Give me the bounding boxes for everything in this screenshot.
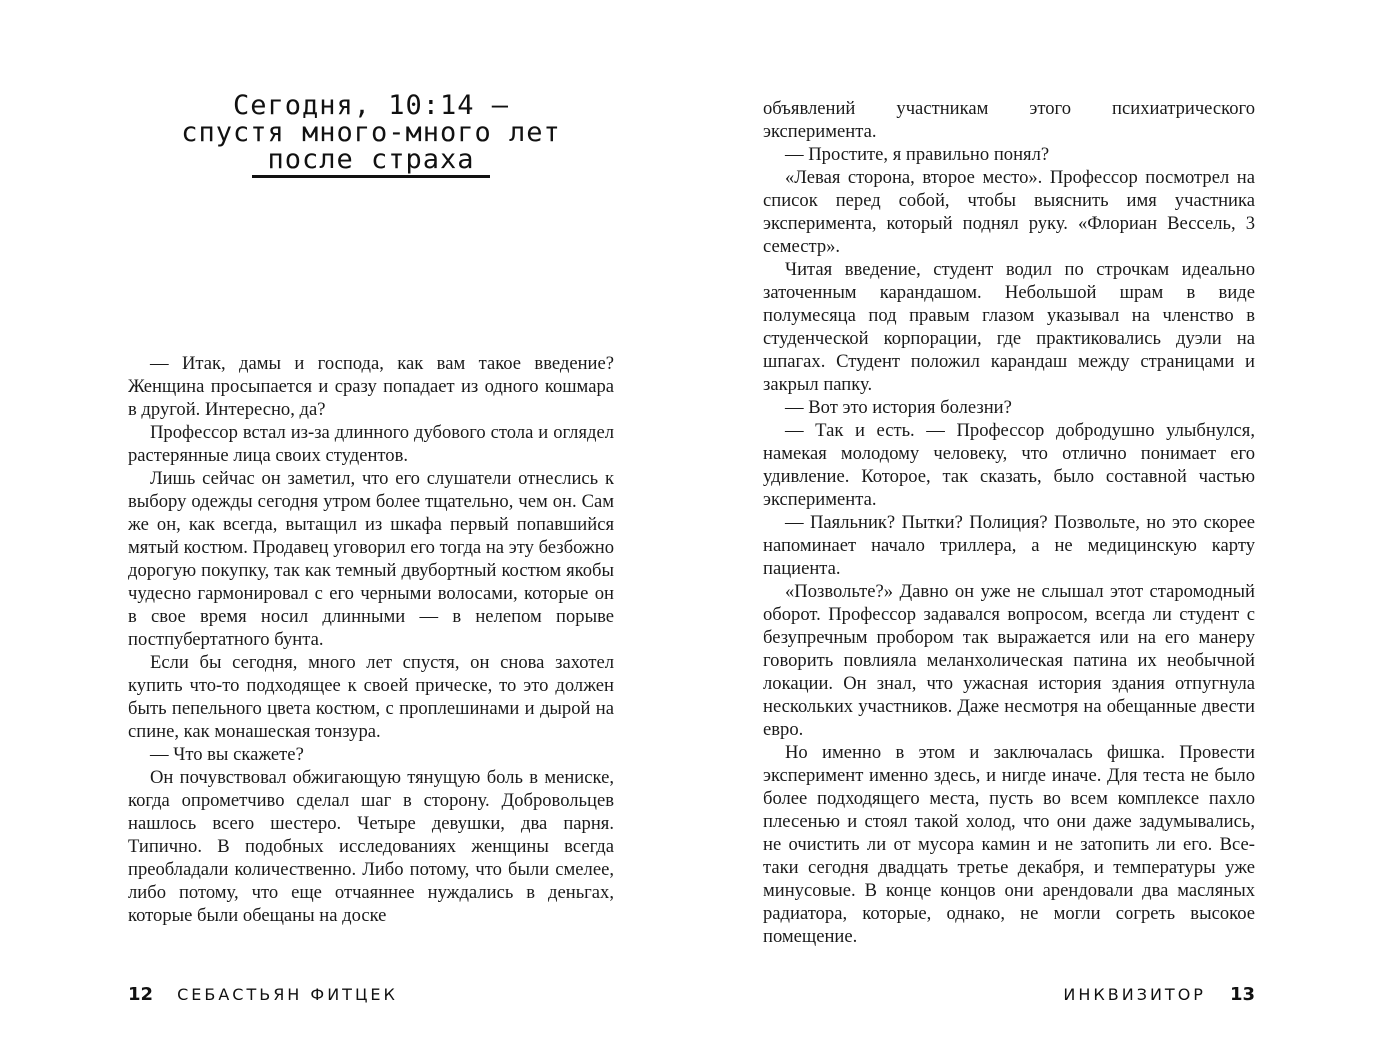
paragraph: «Левая сторона, второе место». Профессор посмотрел на список перед собой, чтобы выяснить имя участника эксперимента, который поднял руку. «Флориан Вессель, 3 семестр». — [763, 167, 1255, 257]
paragraph: — Простите, я правильно понял? — [785, 144, 1050, 165]
left-page-body — [128, 352, 614, 927]
page-number: 13 — [1229, 984, 1255, 1005]
paragraph: — Итак, дамы и господа, как вам такое введение? Женщина просыпается и сразу попадает из одного кошмара в другой. Интересно, да? — [128, 353, 614, 420]
chapter-title-line-2: спустя много-много лет — [181, 117, 561, 148]
running-head-title: ИНКВИЗИТОР — [1063, 985, 1206, 1004]
paragraph: Читая введение, студент водил по строчкам идеально заточенным карандашом. Небольшой шрам в виде полумесяца под правым глазом указывал на членство в студенческой корпорации, где практиковались дуэли на шпагах. Студент положил карандаш между страницами и закрыл папку. — [763, 259, 1255, 395]
page-number: 12 — [128, 984, 154, 1005]
chapter-title — [128, 92, 614, 173]
right-page — [763, 0, 1255, 1045]
paragraph: — Вот это история болезни? — [785, 397, 1012, 418]
paragraph: Лишь сейчас он заметил, что его слушатели отнеслись к выбору одежды сегодня утром более тщательно, чем он. Сам же он, как всегда, вытащил из шкафа первый попавшийся мятый костюм. Продавец уговорил его тогда на эту безбожно дорогую покупку, так как темный двубортный костюм якобы чудесно гармонировал с его черными волосами, которые он в свое время носил длинными — в нелепом порыве постпубертатного бунта. — [128, 468, 614, 650]
left-page-footer — [128, 984, 398, 1005]
chapter-title-rule — [252, 175, 490, 178]
paragraph: — Что вы скажете? — [150, 744, 304, 765]
paragraph: — Так и есть. — Профессор добродушно улыбнулся, намекая молодому человеку, что отлично понимает его удивление. Которое, так сказать, было составной частью эксперимента. — [763, 420, 1255, 510]
right-page-footer — [1063, 984, 1255, 1005]
paragraph: объявлений участникам этого психиатрического эксперимента. — [763, 98, 1255, 142]
paragraph: Профессор встал из-за длинного дубового стола и оглядел растерянные лица своих студентов. — [128, 422, 614, 466]
paragraph: — Паяльник? Пытки? Полиция? Позвольте, но это скорее напоминает начало триллера, а не медицинскую карту пациента. — [763, 512, 1255, 579]
running-head-author: СЕБАСТЬЯН ФИТЦЕК — [177, 985, 398, 1004]
paragraph: Если бы сегодня, много лет спустя, он снова захотел купить что-то подходящее к своей прическе, то это должен быть пепельного цвета костюм, с проплешинами и дырой на спине, как монашеская тонзура. — [128, 652, 614, 742]
left-page — [128, 0, 614, 1045]
chapter-title-line-1: Сегодня, 10:14 — — [232, 90, 510, 121]
paragraph: «Позвольте?» Давно он уже не слышал этот старомодный оборот. Профессор задавался вопросом, всегда ли студент с безупречным пробором так выражается или на его манеру говорить повлияла меланхолическая патина их необычной локации. Он знал, что ужасная история здания отпугнула нескольких участников. Даже несмотря на обещанные двести евро. — [763, 581, 1255, 740]
paragraph: Но именно в этом и заключалась фишка. Провести эксперимент именно здесь, и нигде иначе. Для теста не было более подходящего места, пусть во всем комплексе пахло плесенью и стоял такой холод, что они даже задумывались, не очистить ли от мусора камин и не затопить ли его. Все-таки сегодня двадцать третье декабря, и температуры уже минусовые. В конце концов они арендовали два масляных радиатора, которые, однако, не могли согреть высокое помещение. — [763, 742, 1255, 947]
chapter-title-line-3: после страха — [267, 144, 475, 175]
paragraph: Он почувствовал обжигающую тянущую боль в мениске, когда опрометчиво сделал шаг в сторону. Добровольцев нашлось всего шестеро. Четыре девушки, два парня. Типично. В подобных исследованиях женщины всегда преобладали количественно. Либо потому, что были смелее, либо потому, что еще отчаяннее нуждались в деньгах, которые были обещаны на доске — [128, 767, 614, 926]
right-page-body — [763, 97, 1255, 948]
